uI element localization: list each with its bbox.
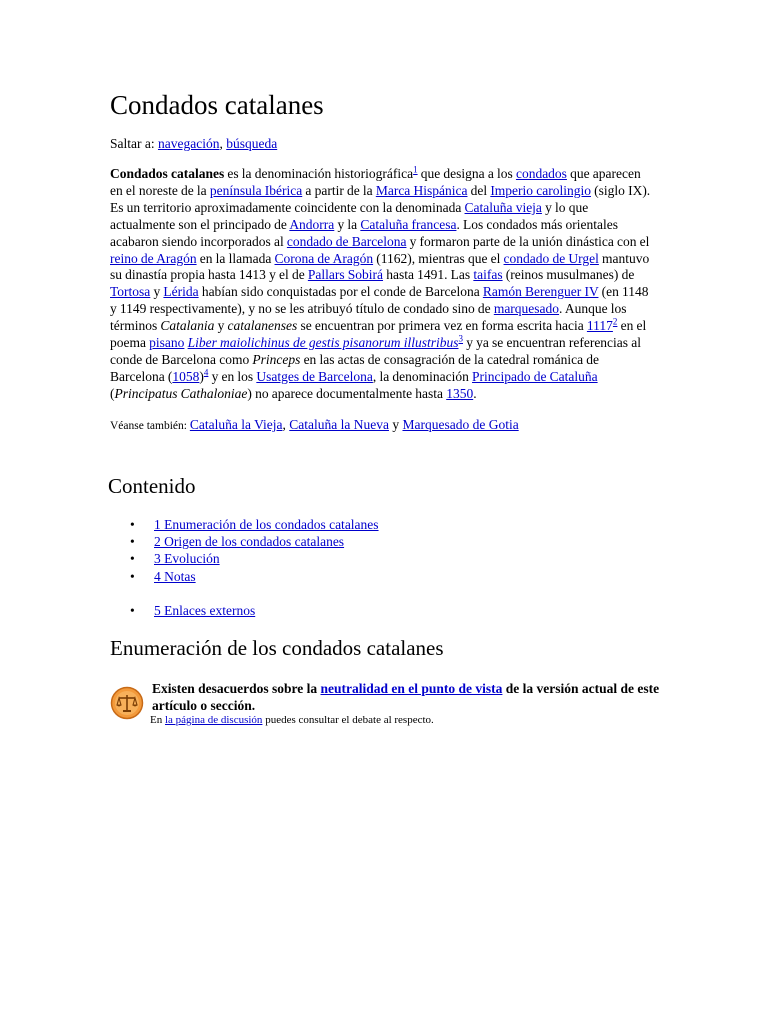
link-condados[interactable]: condados [515, 166, 567, 181]
article [110, 88, 655, 435]
toc-link-notas[interactable]: 4 Notas [154, 568, 196, 584]
toc-item [130, 550, 379, 567]
link-corona-aragon[interactable]: Corona de Aragón [274, 250, 374, 266]
see-also-link-cataluna-nueva[interactable]: Cataluña la Nueva [289, 417, 389, 433]
table-of-contents [130, 516, 379, 619]
toc-item [130, 516, 379, 533]
link-1117[interactable]: 1117 [586, 318, 613, 334]
toc-item [130, 533, 379, 550]
see-also: Véanse también: Cataluña la Vieja, Cataluña la Nueva y Marquesado de Gotia [110, 417, 519, 433]
link-usatges[interactable]: Usatges de Barcelona [256, 368, 373, 384]
link-marquesado[interactable]: marquesado [493, 301, 560, 317]
ref-4-link[interactable]: 4 [203, 367, 209, 378]
notice-discussion-link[interactable]: la página de discusión [164, 714, 263, 726]
ref-3-link[interactable]: 3 [458, 333, 464, 344]
link-condado-urgel[interactable]: condado de Urgel [503, 250, 599, 266]
notice-subtext: En la página de discusión puedes consultar el debate al respecto. [150, 714, 434, 726]
jump-links: Saltar a: navegación, búsqueda [110, 136, 278, 151]
link-lerida[interactable]: Lérida [163, 284, 199, 300]
page-title: Condados catalanes [110, 90, 324, 120]
link-imperio-carolingio[interactable]: Imperio carolingio [490, 182, 591, 198]
jump-navigation-link[interactable]: navegación [157, 136, 220, 151]
link-1350[interactable]: 1350 [446, 385, 474, 401]
ref-1-link[interactable]: 1 [413, 164, 418, 175]
link-taifas[interactable]: taifas [473, 267, 503, 283]
see-also-link-cataluna-vieja[interactable]: Cataluña la Vieja [189, 417, 283, 433]
link-peninsula-iberica[interactable]: península Ibérica [209, 182, 303, 198]
link-cataluna-vieja[interactable]: Cataluña vieja [464, 199, 542, 215]
ref-2-link[interactable]: 2 [612, 316, 618, 327]
link-marca-hispanica[interactable]: Marca Hispánica [375, 182, 468, 198]
link-principado-cataluna[interactable]: Principado de Cataluña [472, 368, 598, 384]
link-tortosa[interactable]: Tortosa [110, 284, 151, 300]
jump-search-link[interactable]: búsqueda [226, 136, 278, 151]
notice-message: Existen desacuerdos sobre la neutralidad en el punto de vista de la versión actual de este artículo o sección. [152, 681, 660, 713]
intro-paragraph: Condados catalanes es la denominación historiográfica$^1$ que designa a los condados que aparecen en el noreste de la península Ibérica a partir de la Marca Hispánica del Imperio carolingio (siglo IX). Es un territorio aproximadamente coincidente con la denominada Cataluña vieja y lo que actualmente son el principado de Andorra y la Cataluña francesa. Los condados más orientales acabaron siendo incorporados al condado de Barcelona y formaron parte de la unión dinástica con el reino de Aragón en la llamada Corona de Aragón (1162), mientras que el condado de Urgel mantuvo su dinastía propia hasta 1413 y el de Pallars Sobirá hasta 1491. Las taifas (reinos musulmanes) de Tortosa y Lérida habían sido conquistadas por el conde de Barcelona Ramón Berenguer IV (en 1148 y 1149 respectivamente), y no se les atribuyó título de condado sino de marquesado. Aunque los términos Catalania y catalanenses se encuentran por primera vez en forma escrita hacia 1117$^2$ en el poema pisano Liber maiolichinus de gestis pisanorum illustribus$^3$ y ya se encuentran referencias al conde de Barcelona como Princeps en las actas de consagración de la catedral románica de Barcelona $(1058)^4$ y en los Usatges de Barcelona, la denominación Principado de Cataluña (Principatus Cathaloniae) no aparece documentalmente hasta 1350. [110, 164, 651, 401]
toc-link-evolucion[interactable]: 3 Evolución [154, 551, 220, 567]
toc-item [130, 568, 379, 585]
term-bold: Condados catalanes [110, 166, 225, 181]
link-ramon-berenguer[interactable]: Ramón Berenguer IV [482, 284, 599, 300]
link-andorra[interactable]: Andorra [289, 216, 335, 232]
toc-link-origen[interactable]: 2 Origen de los condados catalanes [154, 534, 345, 550]
jump-label: Saltar a: [110, 136, 155, 151]
link-liber-maiolichinus[interactable]: Liber maiolichinus de gestis pisanorum illustribus [187, 335, 459, 351]
notice-neutrality-link[interactable]: neutralidad en el punto de vista [320, 681, 503, 696]
section-heading-enumeracion: Enumeración de los condados catalanes [110, 636, 444, 660]
scales-icon [110, 686, 144, 720]
link-1058[interactable]: 1058 [172, 368, 200, 384]
toc-item [130, 602, 379, 619]
link-pisano[interactable]: pisano [149, 335, 185, 351]
link-reino-aragon[interactable]: reino de Aragón [110, 250, 197, 266]
toc-link-enlaces-externos[interactable]: 5 Enlaces externos [154, 602, 256, 618]
link-pallars-sobira[interactable]: Pallars Sobirá [307, 267, 384, 283]
link-condado-barcelona[interactable]: condado de Barcelona [286, 233, 407, 249]
see-also-link-marquesado-gotia[interactable]: Marquesado de Gotia [402, 417, 519, 433]
link-cataluna-francesa[interactable]: Cataluña francesa [360, 216, 457, 232]
see-also-label: Véanse también: [110, 420, 190, 433]
toc-title: Contenido [108, 474, 196, 498]
toc-link-enumeracion[interactable]: 1 Enumeración de los condados catalanes [154, 517, 379, 532]
